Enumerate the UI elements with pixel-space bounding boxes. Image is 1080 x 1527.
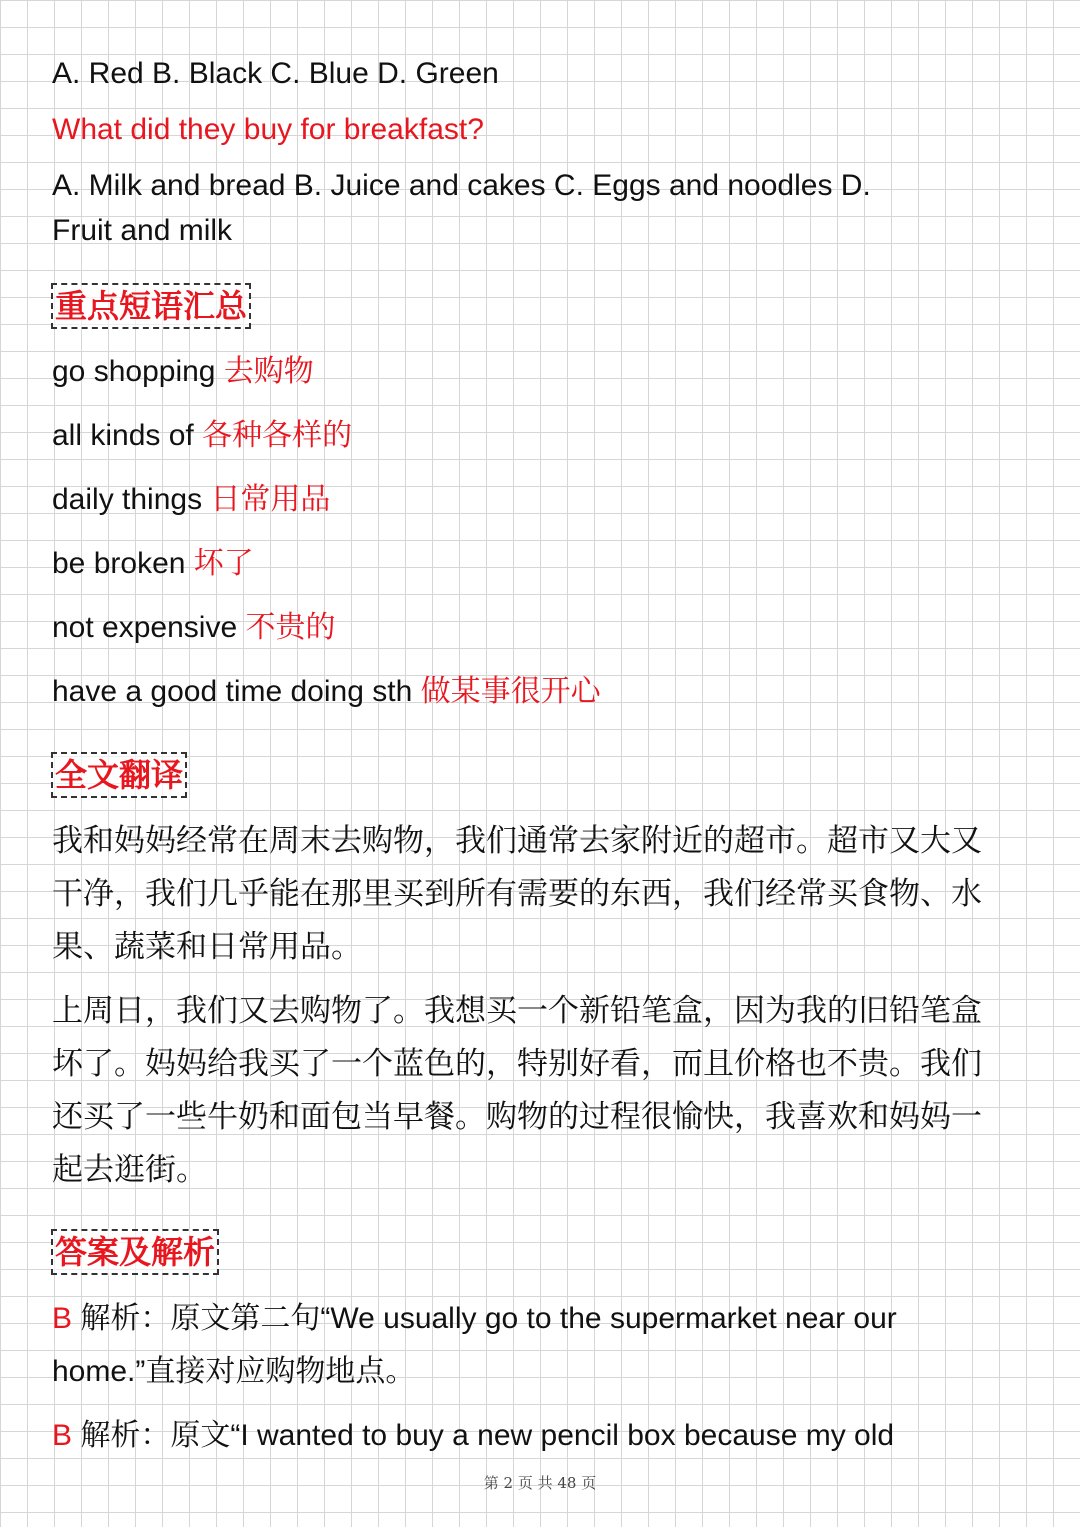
phrase-cn: 坏了 (193, 546, 254, 581)
phrase-en: not expensive (52, 611, 246, 644)
phrase-cn: 去购物 (223, 354, 314, 389)
phrase-cn: 日常用品 (210, 482, 331, 517)
phrase-cn: 不贵的 (245, 610, 336, 645)
answer-explanation: 解析：原文第二句“We usually go to the supermarket near our home.”直接对应购物地点。 (52, 1302, 897, 1388)
heading-answers: 答案及解析 (51, 1229, 219, 1275)
phrase-item (52, 478, 330, 522)
heading-translation: 全文翻译 (51, 752, 187, 798)
phrase-cn: 各种各样的 (202, 418, 353, 453)
phrase-item (52, 542, 254, 586)
translation-paragraph-2: 上周日，我们又去购物了。我想买一个新铅笔盒，因为我的旧铅笔盒坏了。妈妈给我买了一个蓝色的，特别好看，而且价格也不贵。我们还买了一些牛奶和面包当早餐。购物的过程很愉快，我喜欢和妈妈一起去逛街。 (52, 993, 982, 1188)
phrase-item (52, 670, 601, 714)
options-q2-line1: A. Milk and bread B. Juice and cakes C. Eggs and noodles D. (52, 169, 871, 202)
page-footer: 第 2 页 共 48 页 (483, 1474, 597, 1492)
answer-item (52, 1292, 1012, 1398)
phrase-item (52, 350, 314, 394)
answer-letter: B (52, 1302, 73, 1335)
phrase-item (52, 606, 335, 650)
phrase-cn: 做某事很开心 (420, 674, 601, 709)
answer-letter: B (52, 1419, 73, 1452)
question-breakfast: What did they buy for breakfast? (52, 113, 484, 146)
phrase-en: all kinds of (52, 419, 203, 452)
phrase-item (52, 414, 352, 458)
answer-explanation: 解析：原文“I wanted to buy a new pencil box because my old (72, 1419, 895, 1452)
heading-key-phrases: 重点短语汇总 (51, 283, 251, 329)
phrase-en: go shopping (52, 355, 224, 388)
phrase-en: be broken (52, 547, 194, 580)
translation-paragraph-1: 我和妈妈经常在周末去购物，我们通常去家附近的超市。超市又大又干净，我们几乎能在那里买到所有需要的东西，我们经常买食物、水果、蔬菜和日常用品。 (52, 823, 982, 965)
options-q2-line2: Fruit and milk (52, 214, 233, 247)
options-q1: A. Red B. Black C. Blue D. Green (52, 57, 499, 90)
phrase-en: daily things (52, 483, 211, 516)
phrase-en: have a good time doing sth (52, 675, 421, 708)
answer-item (52, 1409, 1012, 1462)
